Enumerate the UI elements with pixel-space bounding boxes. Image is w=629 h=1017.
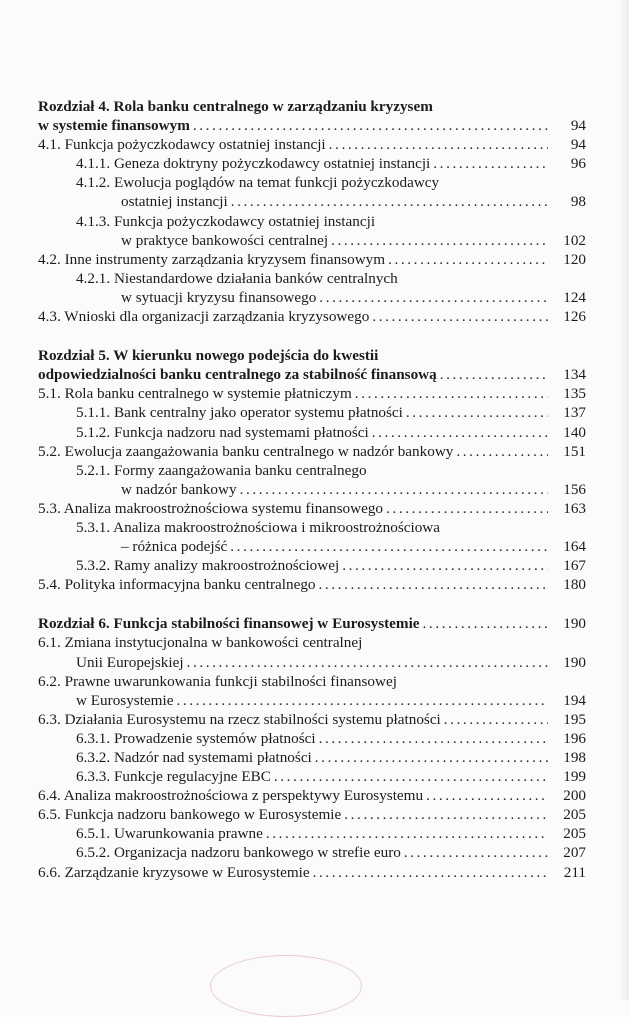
toc-entry-text: 5.1.2. Funkcja nadzoru nad systemami płatności <box>76 423 369 441</box>
toc-entry-text: 6.3. Działania Eurosystemu na rzecz stabilności systemu płatności <box>38 710 441 728</box>
toc-entry-text: 6.6. Zarządzanie kryzysowe w Eurosystemie <box>38 863 310 881</box>
toc-entry-text: 5.4. Polityka informacyjna banku centralnego <box>38 576 316 594</box>
library-stamp <box>210 955 362 1017</box>
toc-entry-text: 5.3. Analiza makroostrożnościowa systemu finansowego <box>38 499 384 517</box>
toc-entry-text: ostatniej instancji <box>121 193 228 211</box>
toc-entry-line <box>38 269 586 288</box>
chapter-title-text: odpowiedzialności banku centralnego za stabilność finansową <box>38 366 437 384</box>
chapter-title-text: Rozdział 6. Funkcja stabilności finansowej w Eurosystemie <box>38 615 420 633</box>
page-number: 137 <box>563 404 586 422</box>
dot-leader <box>426 786 548 805</box>
page-number: 200 <box>563 787 586 805</box>
page-number: 124 <box>563 288 586 306</box>
toc-entry-text: 4.1.1. Geneza doktryny pożyczkodawcy ostatniej instancji <box>76 155 431 173</box>
toc-entry-line <box>38 767 586 786</box>
toc-entry-line <box>38 499 586 518</box>
page-number: 94 <box>570 117 586 135</box>
page-number: 98 <box>570 193 586 211</box>
toc-entry-text: 6.3.2. Nadzór nad systemami płatności <box>76 749 312 766</box>
dot-leader <box>187 653 548 672</box>
toc-entry-line <box>38 518 586 537</box>
chapter-title-line <box>38 97 586 116</box>
page-number: 94 <box>570 136 586 154</box>
table-of-contents <box>38 97 586 902</box>
page-number: 151 <box>563 442 586 460</box>
page-number: 190 <box>563 653 586 671</box>
dot-leader <box>456 442 548 461</box>
toc-entry-line <box>38 633 586 652</box>
dot-leader <box>313 863 548 882</box>
dot-leader <box>344 805 548 824</box>
chapter-title-text: w systemie finansowym <box>38 117 190 135</box>
dot-leader <box>404 843 548 862</box>
toc-entry-line <box>38 710 586 729</box>
toc-entry-text: 5.2. Ewolucja zaangażowania banku centralnego w nadzór bankowy <box>38 442 454 460</box>
page-number: 140 <box>563 423 586 441</box>
chapter-section <box>38 97 586 326</box>
page-number: 190 <box>563 615 586 633</box>
chapter-title-line <box>38 116 586 135</box>
chapter-section <box>38 614 586 881</box>
chapter-title-line <box>38 346 586 365</box>
page-number: 194 <box>563 691 586 709</box>
dot-leader <box>319 575 548 594</box>
page-edge-shadow <box>619 0 629 1000</box>
dot-leader <box>440 365 548 384</box>
toc-entry-line <box>38 288 586 307</box>
toc-entry-line <box>38 192 586 211</box>
page-number: 196 <box>563 729 586 747</box>
page-number: 120 <box>563 250 586 268</box>
toc-entry-text: 6.3.3. Funkcje regulacyjne EBC <box>76 768 271 786</box>
page-number: 167 <box>563 557 586 575</box>
dot-leader <box>386 499 548 518</box>
page-number: 207 <box>563 844 586 862</box>
toc-entry-line <box>38 384 586 403</box>
toc-entry-text: 5.3.2. Ramy analizy makroostrożnościowej <box>76 557 340 575</box>
toc-entry-line <box>38 786 586 805</box>
page-number: 205 <box>563 825 586 843</box>
toc-entry-line <box>38 537 586 556</box>
page-number: 156 <box>563 480 586 498</box>
page-number: 164 <box>563 538 586 556</box>
toc-entry-line <box>38 863 586 882</box>
toc-entry-line <box>38 212 586 231</box>
dot-leader <box>372 423 548 442</box>
dot-leader <box>240 480 548 499</box>
chapter-section <box>38 346 586 594</box>
page-number: 205 <box>563 806 586 824</box>
page-number: 198 <box>563 749 586 766</box>
page-number: 96 <box>570 155 586 173</box>
toc-entry-line <box>38 556 586 575</box>
toc-entry-text: Unii Europejskiej <box>76 653 184 671</box>
toc-entry-text: 6.3.1. Prowadzenie systemów płatności <box>76 729 316 747</box>
toc-entry-line <box>38 461 586 480</box>
dot-leader <box>315 748 548 767</box>
toc-entry-line <box>38 691 586 710</box>
toc-entry-line <box>38 135 586 154</box>
toc-entry-line <box>38 672 586 691</box>
toc-entry-line <box>38 250 586 269</box>
chapter-title-line <box>38 614 586 633</box>
toc-entry-line <box>38 729 586 748</box>
dot-leader <box>319 729 548 748</box>
toc-entry-line <box>38 173 586 192</box>
dot-leader <box>406 403 548 422</box>
dot-leader <box>342 556 548 575</box>
page-number: 135 <box>563 385 586 403</box>
dot-leader <box>331 231 548 250</box>
toc-entry-text: 4.1.2. Ewolucja poglądów na temat funkcji pożyczkodawcy <box>76 174 440 192</box>
dot-leader <box>444 710 548 729</box>
dot-leader <box>193 116 548 135</box>
toc-entry-text: w sytuacji kryzysu finansowego <box>121 288 317 306</box>
toc-entry-line <box>38 748 586 767</box>
dot-leader <box>372 307 548 326</box>
toc-entry-text: 5.1.1. Bank centralny jako operator systemu płatności <box>76 404 403 422</box>
toc-entry-text: 6.5. Funkcja nadzoru bankowego w Eurosystemie <box>38 806 342 824</box>
dot-leader <box>329 135 548 154</box>
toc-entry-text: 4.3. Wnioski dla organizacji zarządzania kryzysowego <box>38 308 370 326</box>
page-number: 134 <box>563 366 586 384</box>
chapter-title-line <box>38 365 586 384</box>
toc-entry-line <box>38 442 586 461</box>
toc-entry-text: 4.1.3. Funkcja pożyczkodawcy ostatniej instancji <box>76 212 376 230</box>
toc-entry-text: 4.2.1. Niestandardowe działania banków centralnych <box>76 269 398 287</box>
toc-entry-line <box>38 154 586 173</box>
toc-entry-line <box>38 480 586 499</box>
dot-leader <box>176 691 548 710</box>
toc-entry-text: 4.2. Inne instrumenty zarządzania kryzysem finansowym <box>38 250 386 268</box>
page-number: 211 <box>563 863 586 881</box>
chapter-title-text: Rozdział 5. W kierunku nowego podejścia do kwestii <box>38 347 379 365</box>
dot-leader <box>388 250 548 269</box>
page-number: 126 <box>563 308 586 326</box>
toc-entry-line <box>38 231 586 250</box>
dot-leader <box>355 384 548 403</box>
toc-entry-text: 5.1. Rola banku centralnego w systemie płatniczym <box>38 385 352 403</box>
dot-leader <box>266 824 548 843</box>
toc-entry-line <box>38 653 586 672</box>
toc-entry-line <box>38 423 586 442</box>
toc-entry-text: 6.2. Prawne uwarunkowania funkcji stabilności finansowej <box>38 672 397 690</box>
toc-entry-line <box>38 403 586 422</box>
page-number: 199 <box>563 768 586 786</box>
toc-entry-text: 5.3.1. Analiza makroostrożnościowa i mikroostrożnościowa <box>76 518 440 536</box>
toc-entry-text: w nadzór bankowy <box>121 480 237 498</box>
toc-entry-text: w praktyce bankowości centralnej <box>121 231 329 249</box>
toc-entry-line <box>38 824 586 843</box>
toc-entry-line <box>38 575 586 594</box>
dot-leader <box>423 614 548 633</box>
dot-leader <box>230 537 548 556</box>
toc-entry-text: 6.5.2. Organizacja nadzoru bankowego w strefie euro <box>76 844 401 862</box>
toc-entry-text: 6.4. Analiza makroostrożnościowa z perspektywy Eurosystemu <box>38 787 424 805</box>
toc-entry-text: 6.1. Zmiana instytucjonalna w bankowości centralnej <box>38 634 363 652</box>
dot-leader <box>433 154 548 173</box>
toc-entry-text: w Eurosystemie <box>76 691 174 709</box>
page-number: 163 <box>563 499 586 517</box>
toc-entry-text: 5.2.1. Formy zaangażowania banku centralnego <box>76 461 367 479</box>
dot-leader <box>274 767 548 786</box>
toc-entry-text: – różnica podejść <box>121 538 228 556</box>
dot-leader <box>319 288 548 307</box>
dot-leader <box>231 192 548 211</box>
page-number: 180 <box>563 576 586 594</box>
toc-entry-text: 4.1. Funkcja pożyczkodawcy ostatniej instancji <box>38 136 326 154</box>
toc-entry-line <box>38 307 586 326</box>
toc-entry-text: 6.5.1. Uwarunkowania prawne <box>76 825 263 843</box>
page-number: 102 <box>563 231 586 249</box>
chapter-title-text: Rozdział 4. Rola banku centralnego w zarządzaniu kryzysem <box>38 98 433 115</box>
toc-entry-line <box>38 805 586 824</box>
page-number: 195 <box>563 710 586 728</box>
toc-entry-line <box>38 843 586 862</box>
